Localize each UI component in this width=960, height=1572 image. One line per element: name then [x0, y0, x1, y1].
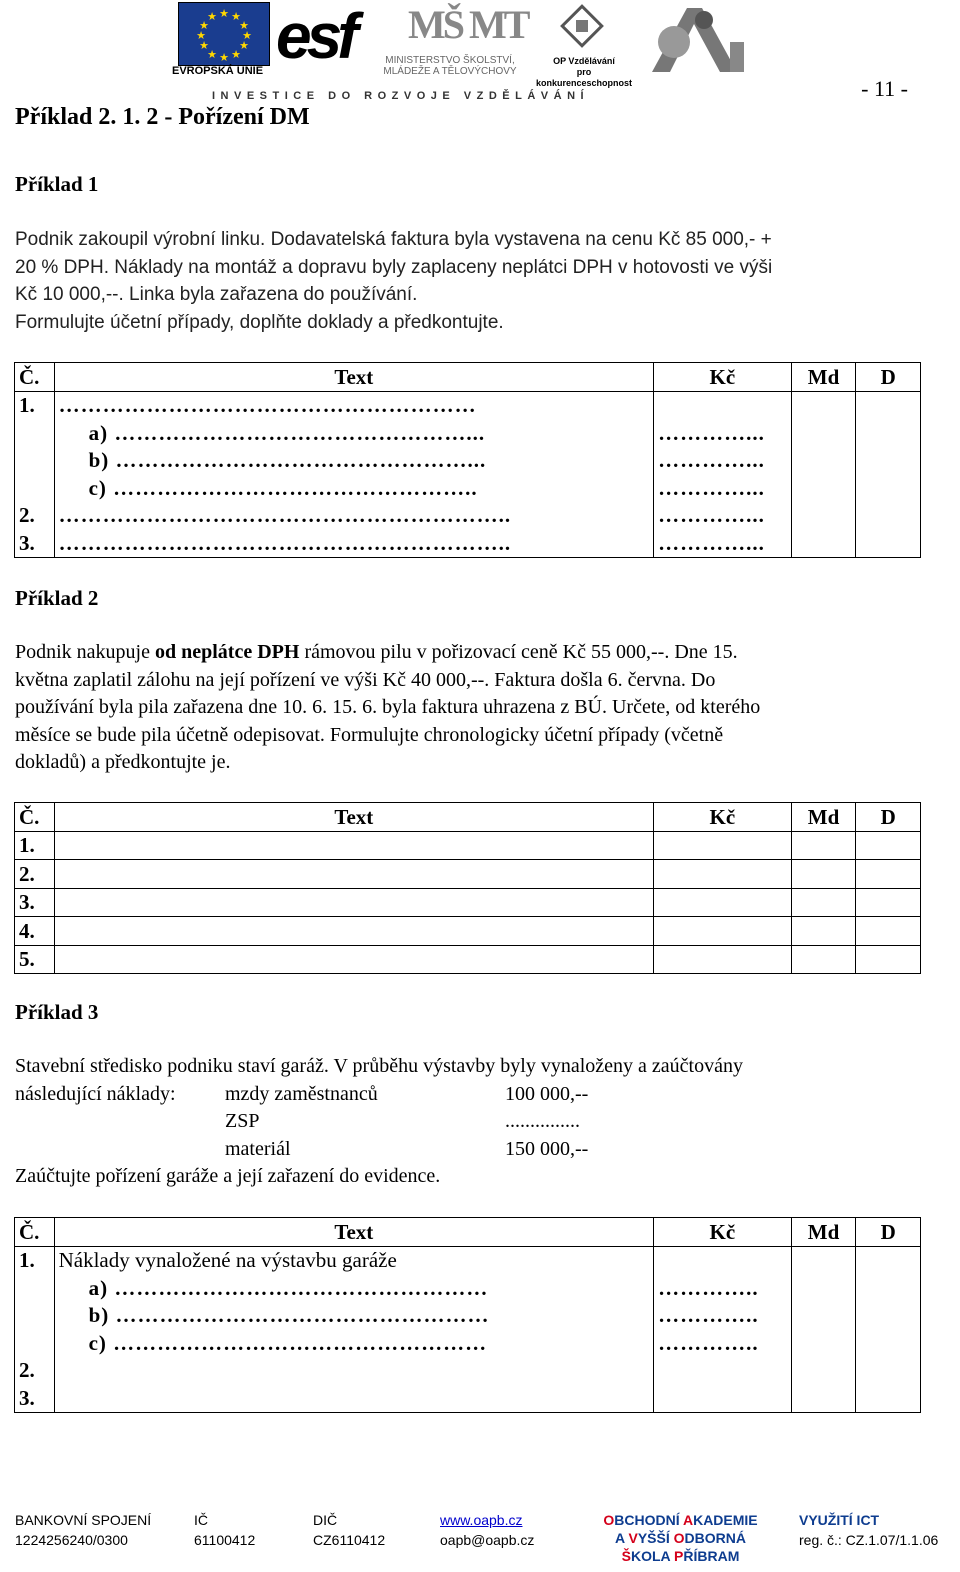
row-number: 4.	[15, 917, 55, 946]
esf-logo: esf	[276, 0, 354, 72]
example-3-text	[15, 1053, 905, 1191]
header-text: Text	[54, 1218, 653, 1247]
example-2-line: používání byla pila zařazena dne 10. 6. 15. 6. byla faktura uhrazena z BÚ. Určete, od kterého	[15, 696, 761, 718]
example-3-line: Stavební středisko podniku staví garáž. V průběhu výstavby byly vynaloženy a zaúčtovány	[15, 1055, 743, 1077]
row-amount: …………..	[654, 1329, 792, 1357]
example-2-text	[15, 639, 905, 777]
emphasis-no-vat-payer: od neplátce DPH	[155, 641, 300, 663]
text-run: rámovou pilu v pořizovací ceně Kč 55 000,--. Dne 15.	[299, 641, 738, 663]
row-amount: …………..	[654, 1302, 792, 1330]
op-caption-line1: OP Vzdělávání	[553, 56, 615, 66]
svg-text:★: ★	[219, 7, 229, 20]
table-row	[15, 945, 921, 974]
footer-ict	[799, 1510, 938, 1550]
row-d	[856, 447, 921, 475]
school-text: ŘÍBRAM	[683, 1548, 740, 1564]
header-text: Text	[54, 803, 653, 832]
header-d: D	[856, 803, 921, 832]
row-amount: …………...	[654, 419, 792, 447]
row-number: 1.	[15, 1246, 55, 1274]
example-1-line: Podnik zakoupil výrobní linku. Dodavatelská faktura byla vystavena na cenu Kč 85 000,- +	[15, 229, 772, 250]
row-number	[15, 1274, 55, 1302]
header-text: Text	[54, 363, 653, 392]
table-row	[15, 474, 921, 502]
website-link[interactable]: www.oapb.cz	[440, 1512, 523, 1528]
school-text: BCHODNÍ	[614, 1512, 683, 1528]
costs-label: následující náklady:	[15, 1082, 176, 1105]
school-initial: Š	[621, 1548, 631, 1564]
table-row	[15, 860, 921, 889]
row-amount: …………...	[654, 529, 792, 557]
row-number	[15, 1302, 55, 1330]
bank-label: BANKOVNÍ SPOJENÍ	[15, 1512, 152, 1528]
svg-text:★: ★	[199, 19, 209, 32]
school-initial: O	[603, 1512, 615, 1528]
school-line-1	[588, 1511, 773, 1529]
op-vzdelavani-logo	[560, 4, 604, 48]
eu-caption: EVROPSKÁ UNIE	[172, 65, 264, 77]
school-initial: O	[673, 1530, 685, 1546]
table-header-row	[15, 363, 921, 392]
eu-flag-logo	[178, 2, 270, 66]
table-row	[15, 447, 921, 475]
svg-text:★: ★	[196, 29, 206, 42]
school-initial: P	[674, 1548, 684, 1564]
cost-amount: 150 000,--	[505, 1137, 589, 1160]
cost-item: mzdy zaměstnanců	[225, 1082, 378, 1105]
row-text: Náklady vynaložené na výstavbu garáže	[54, 1246, 653, 1274]
example-2-line	[15, 639, 905, 667]
school-line-3	[588, 1547, 773, 1565]
table-row	[15, 1357, 921, 1385]
cost-amount: ...............	[505, 1110, 580, 1132]
row-amount	[654, 391, 792, 419]
row-amount	[654, 1246, 792, 1274]
school-text: KADEMIE	[693, 1512, 758, 1528]
table-row	[15, 917, 921, 946]
table-header-row	[15, 1218, 921, 1247]
row-number: 2.	[15, 860, 55, 889]
row-amount: …………..	[654, 1274, 792, 1302]
school-initial: V	[628, 1530, 638, 1546]
row-number: 3.	[15, 888, 55, 917]
row-number: 2.	[15, 502, 55, 530]
row-md	[791, 474, 856, 502]
row-amount: …………...	[654, 447, 792, 475]
row-d	[856, 529, 921, 557]
school-text: DBORNÁ	[684, 1530, 746, 1546]
school-initial: A	[682, 1512, 694, 1528]
row-amount	[654, 1357, 792, 1385]
op-caption-line2: pro konkurenceschopnost	[535, 67, 633, 88]
registration-number: reg. č.: CZ.1.07/1.1.06	[799, 1532, 939, 1548]
row-d	[856, 391, 921, 419]
school-text: A	[615, 1530, 629, 1546]
cost-item: ZSP	[225, 1110, 260, 1132]
svg-text:★: ★	[207, 10, 217, 23]
row-number: 2.	[15, 1357, 55, 1385]
invest-slogan: INVESTICE DO ROZVOJE VZDĚLÁVÁNÍ	[212, 90, 590, 102]
page-number: - 11 -	[861, 76, 908, 101]
row-d	[856, 419, 921, 447]
footer-ic	[194, 1510, 255, 1550]
row-number	[15, 419, 55, 447]
table-row	[15, 419, 921, 447]
row-number	[15, 447, 55, 475]
dic-value: CZ6110412	[313, 1532, 386, 1548]
cost-amount: 100 000,--	[505, 1082, 589, 1105]
row-d	[856, 474, 921, 502]
table-row	[15, 1246, 921, 1274]
row-number	[15, 1329, 55, 1357]
example-2-line: měsíce se bude pila účetně odepisovat. Formulujte chronologicky účetní případy (včetně	[15, 723, 724, 746]
row-amount: …………...	[654, 502, 792, 530]
table-header-row	[15, 803, 921, 832]
footer-contact	[440, 1510, 534, 1550]
svg-text:★: ★	[219, 51, 229, 64]
row-number: 3.	[15, 529, 55, 557]
table-row	[15, 831, 921, 860]
row-md	[791, 391, 856, 419]
row-text: b) …………………………………………...	[88, 448, 487, 473]
header-md: Md	[791, 803, 856, 832]
row-number	[15, 474, 55, 502]
accounting-table-1	[14, 362, 921, 558]
example-3-line	[15, 1108, 905, 1136]
row-md	[791, 419, 856, 447]
header-kc: Kč	[654, 1218, 792, 1247]
dic-label: DIČ	[313, 1512, 338, 1528]
table-row	[15, 1329, 921, 1357]
school-text: YŠŠÍ	[637, 1530, 674, 1546]
row-text: a) …………………………………………...	[88, 420, 486, 445]
svg-text:★: ★	[231, 48, 241, 61]
header-no: Č.	[15, 1218, 55, 1247]
example-1-text	[15, 226, 905, 336]
row-number: 1.	[15, 831, 55, 860]
page-title: Příklad 2. 1. 2 - Pořízení DM	[15, 104, 310, 130]
header-no: Č.	[15, 363, 55, 392]
header-d: D	[856, 1218, 921, 1247]
table-row	[15, 391, 921, 419]
example-1-heading: Příklad 1	[15, 172, 99, 196]
cost-item: materiál	[225, 1137, 291, 1160]
svg-text:★: ★	[199, 39, 209, 52]
row-number: 5.	[15, 945, 55, 974]
school-text: KOLA	[630, 1548, 675, 1564]
svg-text:★: ★	[242, 29, 252, 42]
msmt-caption: MINISTERSTVO ŠKOLSTVÍ, MLÁDEŽE A TĚLOVÝCHOVY	[383, 55, 517, 77]
row-number: 3.	[15, 1384, 55, 1412]
svg-text:★: ★	[239, 39, 249, 52]
row-text: c) ……………………………………………	[88, 1330, 488, 1355]
accounting-table-2	[14, 802, 921, 974]
example-3-line	[15, 1136, 905, 1164]
op-caption	[534, 56, 634, 89]
row-text: ……………………………………………………..	[54, 529, 653, 557]
header-kc: Kč	[654, 803, 792, 832]
msmt-logo: MŠ MT	[408, 2, 528, 47]
bank-account: 1224256240/0300	[15, 1532, 128, 1548]
row-number: 1.	[15, 391, 55, 419]
example-3-line: Zaúčtujte pořízení garáže a její zařazení do evidence.	[15, 1165, 441, 1187]
row-text: c) …………………………………………..	[88, 475, 478, 500]
header-no: Č.	[15, 803, 55, 832]
school-line-2	[588, 1529, 773, 1547]
example-2-line: května zaplatil zálohu na její pořízení ve výši Kč 40 000,--. Faktura došla 6. června. Do	[15, 668, 716, 691]
row-text	[54, 1384, 653, 1412]
example-1-line: 20 % DPH. Náklady na montáž a dopravu byly zaplaceny neplátci DPH v hotovosti ve výši	[15, 256, 773, 278]
header-md: Md	[791, 363, 856, 392]
table-row	[15, 529, 921, 557]
example-3-heading: Příklad 3	[15, 1000, 99, 1024]
svg-text:★: ★	[239, 19, 249, 32]
header-kc: Kč	[654, 363, 792, 392]
school-mascot-logo	[642, 2, 752, 76]
school-name	[588, 1511, 773, 1565]
ic-label: IČ	[194, 1512, 208, 1528]
footer-bank	[15, 1510, 151, 1550]
table-row	[15, 1302, 921, 1330]
example-2-heading: Příklad 2	[15, 586, 99, 610]
row-md	[791, 447, 856, 475]
ic-value: 61100412	[194, 1532, 256, 1548]
header-md: Md	[791, 1218, 856, 1247]
row-md	[791, 502, 856, 530]
text-run: Podnik nakupuje	[15, 641, 155, 663]
email-address: oapb@oapb.cz	[440, 1532, 535, 1548]
example-1-line: Formulujte účetní případy, doplňte doklady a předkontujte.	[15, 311, 504, 333]
table-row	[15, 502, 921, 530]
table-row	[15, 1274, 921, 1302]
svg-text:★: ★	[231, 10, 241, 23]
ict-label: VYUŽITÍ ICT	[799, 1512, 880, 1528]
row-text: b) ……………………………………………	[88, 1303, 490, 1328]
row-text: …………………………………………………	[54, 391, 653, 419]
table-row	[15, 888, 921, 917]
row-text	[54, 1357, 653, 1385]
accounting-table-3	[14, 1217, 921, 1413]
table-row	[15, 1384, 921, 1412]
row-text: ……………………………………………………..	[54, 502, 653, 530]
row-text: a) ……………………………………………	[88, 1275, 489, 1300]
example-1-line: Kč 10 000,--. Linka byla zařazena do používání.	[15, 284, 418, 305]
row-amount: …………...	[654, 474, 792, 502]
example-2-line: dokladů) a předkontujte je.	[15, 751, 231, 773]
row-d	[856, 502, 921, 530]
row-amount	[654, 1384, 792, 1412]
svg-text:★: ★	[207, 48, 217, 61]
example-3-line	[15, 1081, 905, 1109]
footer-dic	[313, 1510, 385, 1550]
row-md	[791, 529, 856, 557]
header-d: D	[856, 363, 921, 392]
